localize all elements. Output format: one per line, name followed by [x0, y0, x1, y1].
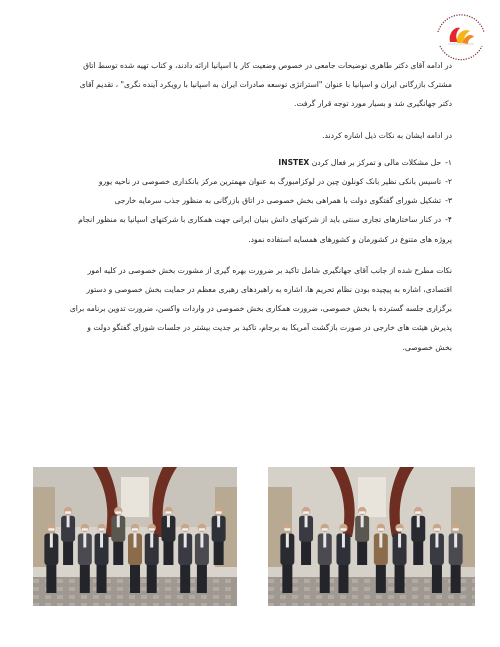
- document-body: [55, 56, 452, 357]
- group-photo-right-image: [268, 467, 475, 606]
- list-text: تاسیس بانکی نظیر بانک کونلون چین در لوکزامبورگ به عنوان مهمترین مرکز بانکداری خصوصی در ناحیه یورو: [98, 177, 442, 187]
- list-item: [55, 210, 452, 229]
- person-figure: [128, 524, 142, 593]
- group-photo-left-image: [33, 467, 237, 606]
- list-number: ۳-: [445, 196, 452, 206]
- person-figure: [178, 524, 192, 593]
- group-photo-left: [33, 467, 237, 606]
- intro-line: در ادامه آقای دکتر طاهری توضیحات جامعی در خصوص وضعیت کار با اسپانیا ارائه دادند، و کتاب تهیه شده توسط اتاق: [83, 61, 452, 70]
- list-text: تشکیل شورای گفتگوی دولت با همراهی بخش خصوصی در اتاق بازرگانی به منظور جذب سرمایه خارجی: [114, 196, 442, 206]
- person-figure: [449, 524, 463, 593]
- person-figure: [195, 524, 209, 593]
- closing-line: برگزاری جلسه گسترده با بخش خصوصی، ضرورت همکاری بخش خصوصی در واردات واکسن، ضرورت تدوین برنامه برای: [69, 304, 452, 314]
- closing-line: بخش خصوصی.: [402, 342, 452, 352]
- person-figure: [78, 524, 92, 593]
- instex-label: INSTEX: [278, 157, 310, 167]
- list-text: [55, 153, 441, 172]
- closing-line: نکات مطرح شده از جانب آقای جهانگیری شامل تاکید بر ضرورت بهره گیری از مشورت بخش خصوصی در کلیه امور: [87, 265, 452, 275]
- person-figure: [393, 524, 407, 593]
- list-text-fa: حل مشکلات مالی و تمرکز بر فعال کردن: [311, 157, 442, 167]
- list-text-continued: پروژه های متنوع در کشورمان و کشورهای همسایه استفاده نمود.: [248, 234, 452, 244]
- points-intro: در ادامه ایشان به نکات ذیل اشاره کردند.: [322, 130, 452, 140]
- person-figure: [374, 524, 388, 593]
- person-figure: [145, 524, 159, 593]
- intro-line: مشترک بازرگانی ایران و اسپانیا با عنوان "استراتژی توسعه صادرات ایران به اسپانیا با رویکرد آینده نگری" ، تقدیم آقای: [79, 80, 452, 90]
- list-number: ۴-: [445, 215, 452, 225]
- closing-line: پذیرش هیئت های خارجی در صورت بازگشت آمریکا به برجام، تاکید بر جدیت بیشتر در جلسات شورای گفتگو دولت و: [87, 323, 452, 333]
- list-text: در کنار ساختارهای تجاری سنتی باید از شرکتهای دانش بنیان ایرانی جهت همکاری با شرکتهای اسپانیا به منظور انجام: [78, 215, 442, 225]
- person-figure: [318, 524, 332, 593]
- person-figure: [44, 524, 58, 593]
- list-item: [55, 153, 452, 172]
- list-number: ۲-: [445, 177, 452, 187]
- intro-line: دکتر جهانگیری شد و بسیار مورد توجه قرار گرفت.: [294, 99, 452, 109]
- person-figure: [336, 524, 350, 593]
- list-item: [55, 172, 452, 191]
- person-figure: [430, 524, 444, 593]
- list-number: ۱-: [445, 157, 452, 167]
- person-figure: [280, 524, 294, 593]
- person-figure: [95, 524, 109, 593]
- closing-line: اقتصادی، اشاره به پیچیده بودن نظام تحریم ها، اشاره به راهبردهای رهبری معظم در حمایت بخش خصوصی و دستور: [86, 285, 452, 295]
- group-photo-right: [268, 467, 475, 606]
- list-item: [55, 191, 452, 210]
